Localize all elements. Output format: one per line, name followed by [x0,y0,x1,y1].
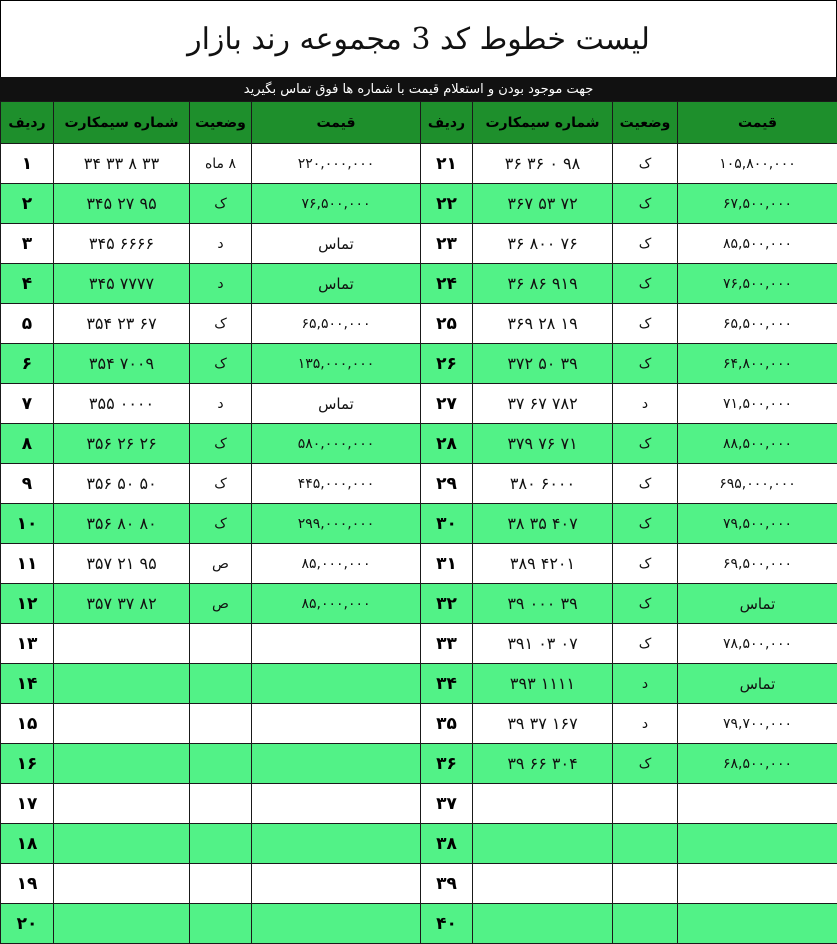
sim-number: ۳۵۶ ۲۶ ۲۶ [54,424,190,464]
row-index: ۱۳ [1,624,54,664]
price-cell: ۸۸,۵۰۰,۰۰۰ [678,424,837,464]
table-row [1,864,837,904]
table-row [1,304,837,344]
sim-number [473,784,613,824]
sim-number: ۳۹ ۶۶ ۳۰۴ [473,744,613,784]
sim-number: ۳۹۱ ۰۳ ۰۷ [473,624,613,664]
header-price-right: قیمت [678,102,837,144]
subtitle-banner: جهت موجود بودن و استعلام قیمت با شماره ها فوق تماس بگیرید [0,77,837,101]
sim-number: ۳۶ ۸۶ ۹۱۹ [473,264,613,304]
row-index: ۲۴ [421,264,473,304]
row-index: ۲۳ [421,224,473,264]
row-index: ۱۶ [1,744,54,784]
price-cell: تماس [252,224,421,264]
row-index: ۱۷ [1,784,54,824]
row-index: ۱۲ [1,584,54,624]
price-cell: ۶۹,۵۰۰,۰۰۰ [678,544,837,584]
row-index: ۱۱ [1,544,54,584]
status-cell: ص [190,544,252,584]
row-index: ۲۲ [421,184,473,224]
status-cell [190,864,252,904]
row-index: ۲ [1,184,54,224]
status-cell [613,784,678,824]
table-row [1,664,837,704]
row-index: ۹ [1,464,54,504]
row-index: ۳۰ [421,504,473,544]
status-cell [190,744,252,784]
sim-number [54,704,190,744]
status-cell: ک [613,504,678,544]
row-index: ۲۵ [421,304,473,344]
status-cell: ک [613,344,678,384]
row-index: ۳۶ [421,744,473,784]
price-cell [252,704,421,744]
price-cell: تماس [252,384,421,424]
sim-number: ۳۵۴ ۷۰۰۹ [54,344,190,384]
price-cell [678,824,837,864]
table-row [1,344,837,384]
status-cell: ک [190,344,252,384]
status-cell: ص [190,584,252,624]
sim-number: ۳۷ ۶۷ ۷۸۲ [473,384,613,424]
sim-number [54,664,190,704]
sim-number [54,744,190,784]
price-cell: ۷۸,۵۰۰,۰۰۰ [678,624,837,664]
header-number-left: شماره سیمکارت [54,102,190,144]
row-index: ۶ [1,344,54,384]
status-cell: ک [190,184,252,224]
price-cell: ۲۲۰,۰۰۰,۰۰۰ [252,144,421,184]
status-cell: ۸ ماه [190,144,252,184]
sim-number: ۳۵۷ ۲۱ ۹۵ [54,544,190,584]
status-cell [613,864,678,904]
price-cell [252,624,421,664]
row-index: ۱۵ [1,704,54,744]
price-cell: ۸۵,۰۰۰,۰۰۰ [252,544,421,584]
sim-number [54,904,190,944]
sim-number: ۳۸۹ ۴۲۰۱ [473,544,613,584]
sim-number: ۳۸ ۳۵ ۴۰۷ [473,504,613,544]
price-cell: ۸۵,۰۰۰,۰۰۰ [252,584,421,624]
price-cell [678,864,837,904]
table-row [1,784,837,824]
status-cell [190,664,252,704]
sim-number: ۳۶۹ ۲۸ ۱۹ [473,304,613,344]
row-index: ۴۰ [421,904,473,944]
table-row [1,744,837,784]
price-cell [252,784,421,824]
price-cell: ۶۵,۵۰۰,۰۰۰ [678,304,837,344]
price-cell [678,784,837,824]
price-cell: ۴۴۵,۰۰۰,۰۰۰ [252,464,421,504]
price-cell: ۱۰۵,۸۰۰,۰۰۰ [678,144,837,184]
row-index: ۳۵ [421,704,473,744]
price-cell: ۶۴,۸۰۰,۰۰۰ [678,344,837,384]
row-index: ۵ [1,304,54,344]
table-row [1,264,837,304]
status-cell [190,904,252,944]
table-row [1,184,837,224]
price-cell: ۶۷,۵۰۰,۰۰۰ [678,184,837,224]
price-cell [252,904,421,944]
status-cell: ک [613,464,678,504]
price-cell: تماس [678,664,837,704]
row-index: ۳۲ [421,584,473,624]
status-cell: د [613,664,678,704]
price-cell: ۶۵,۵۰۰,۰۰۰ [252,304,421,344]
price-cell: ۲۹۹,۰۰۰,۰۰۰ [252,504,421,544]
status-cell [613,824,678,864]
status-cell [190,704,252,744]
price-cell: ۵۸۰,۰۰۰,۰۰۰ [252,424,421,464]
sim-number [54,824,190,864]
row-index: ۱ [1,144,54,184]
row-index: ۳۴ [421,664,473,704]
price-cell: تماس [252,264,421,304]
table-header-row [1,102,837,144]
price-cell: ۷۶,۵۰۰,۰۰۰ [252,184,421,224]
sim-number: ۳۴۵ ۶۶۶۶ [54,224,190,264]
row-index: ۱۹ [1,864,54,904]
sim-number: ۳۵۴ ۲۳ ۶۷ [54,304,190,344]
price-cell: ۷۹,۵۰۰,۰۰۰ [678,504,837,544]
status-cell [190,784,252,824]
sim-number: ۳۹۳ ۱۱۱۱ [473,664,613,704]
row-index: ۲۹ [421,464,473,504]
sim-number: ۳۴ ۳۳ ۸ ۳۳ [54,144,190,184]
sim-number [54,624,190,664]
status-cell: ک [613,224,678,264]
header-status-left: وضعیت [190,102,252,144]
sim-number: ۳۶۷ ۵۳ ۷۲ [473,184,613,224]
sim-card-table [0,101,837,944]
sim-number [473,824,613,864]
row-index: ۲۰ [1,904,54,944]
status-cell: ک [613,744,678,784]
table-row [1,824,837,864]
row-index: ۸ [1,424,54,464]
sim-number: ۳۵۶ ۸۰ ۸۰ [54,504,190,544]
header-index-right: ردیف [421,102,473,144]
price-cell: ۱۳۵,۰۰۰,۰۰۰ [252,344,421,384]
row-index: ۳۱ [421,544,473,584]
row-index: ۲۶ [421,344,473,384]
status-cell: ک [613,144,678,184]
header-price-left: قیمت [252,102,421,144]
price-cell: ۶۹۵,۰۰۰,۰۰۰ [678,464,837,504]
status-cell: ک [613,424,678,464]
sim-number: ۳۴۵ ۲۷ ۹۵ [54,184,190,224]
price-cell [252,744,421,784]
table-row [1,504,837,544]
sim-number: ۳۹ ۰۰۰ ۳۹ [473,584,613,624]
sim-number: ۳۸۰ ۶۰۰۰ [473,464,613,504]
sim-number: ۳۴۵ ۷۷۷۷ [54,264,190,304]
sim-number: ۳۵۵ ۰۰۰۰ [54,384,190,424]
row-index: ۱۸ [1,824,54,864]
sim-number: ۳۷۹ ۷۶ ۷۱ [473,424,613,464]
price-cell [252,824,421,864]
status-cell [190,824,252,864]
price-cell: ۷۹,۷۰۰,۰۰۰ [678,704,837,744]
sim-number [473,904,613,944]
row-index: ۱۴ [1,664,54,704]
status-cell: ک [613,584,678,624]
table-row [1,224,837,264]
price-cell: تماس [678,584,837,624]
page-title: لیست خطوط کد 3 مجموعه رند بازار [0,0,837,77]
table-row [1,584,837,624]
sim-number [54,784,190,824]
status-cell: ک [613,184,678,224]
price-cell [252,864,421,904]
price-cell [252,664,421,704]
status-cell: ک [613,264,678,304]
sim-number: ۳۷۲ ۵۰ ۳۹ [473,344,613,384]
sim-number: ۳۶ ۳۶ ۰ ۹۸ [473,144,613,184]
header-status-right: وضعیت [613,102,678,144]
status-cell: د [613,384,678,424]
row-index: ۳ [1,224,54,264]
header-number-right: شماره سیمکارت [473,102,613,144]
sim-number [54,864,190,904]
row-index: ۳۳ [421,624,473,664]
table-row [1,464,837,504]
sim-number: ۳۵۶ ۵۰ ۵۰ [54,464,190,504]
price-cell: ۷۱,۵۰۰,۰۰۰ [678,384,837,424]
table-row [1,424,837,464]
status-cell [613,904,678,944]
table-row [1,544,837,584]
sim-number: ۳۵۷ ۳۷ ۸۲ [54,584,190,624]
status-cell: ک [613,544,678,584]
status-cell: د [190,224,252,264]
price-cell: ۶۸,۵۰۰,۰۰۰ [678,744,837,784]
header-index-left: ردیف [1,102,54,144]
status-cell: د [190,384,252,424]
row-index: ۳۹ [421,864,473,904]
row-index: ۲۱ [421,144,473,184]
status-cell [190,624,252,664]
row-index: ۳۷ [421,784,473,824]
status-cell: ک [190,504,252,544]
row-index: ۷ [1,384,54,424]
status-cell: د [190,264,252,304]
table-row [1,144,837,184]
row-index: ۲۷ [421,384,473,424]
status-cell: ک [613,304,678,344]
table-row [1,704,837,744]
table-row [1,904,837,944]
row-index: ۴ [1,264,54,304]
status-cell: ک [190,464,252,504]
row-index: ۳۸ [421,824,473,864]
table-row [1,624,837,664]
sim-number: ۳۶ ۸۰۰ ۷۶ [473,224,613,264]
row-index: ۲۸ [421,424,473,464]
price-cell: ۷۶,۵۰۰,۰۰۰ [678,264,837,304]
sim-number [473,864,613,904]
status-cell: د [613,704,678,744]
sim-number: ۳۹ ۳۷ ۱۶۷ [473,704,613,744]
status-cell: ک [190,304,252,344]
price-cell [678,904,837,944]
status-cell: ک [190,424,252,464]
table-row [1,384,837,424]
row-index: ۱۰ [1,504,54,544]
status-cell: ک [613,624,678,664]
price-cell: ۸۵,۵۰۰,۰۰۰ [678,224,837,264]
